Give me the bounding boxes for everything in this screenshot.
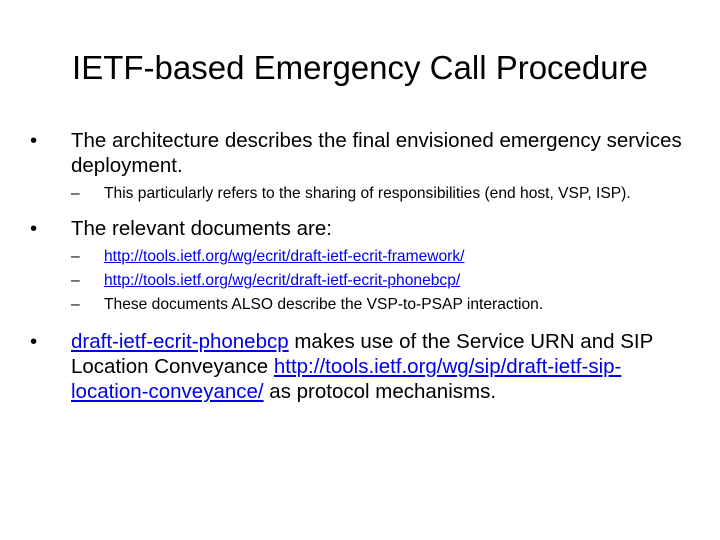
sub-bullet-vsp-psap xyxy=(71,295,690,315)
slide-body xyxy=(30,128,690,410)
dash-icon: – xyxy=(71,296,80,313)
sub-bullet-framework-link xyxy=(71,247,690,267)
dash-icon: – xyxy=(71,248,80,265)
bullet-phonebcp-usage xyxy=(30,329,690,404)
phonebcp-usage-text-b: as protocol mechanisms. xyxy=(263,380,497,403)
bullet-architecture-text: The architecture describes the final envisioned emergency services deployment. xyxy=(71,129,682,177)
dash-icon: – xyxy=(71,185,80,202)
location-conveyance-link[interactable]: http://tools.ietf.org/wg/sip/draft-ietf-sip-location-conveyance/ xyxy=(71,355,622,403)
bullet-dot-icon: • xyxy=(30,330,38,353)
dash-icon: – xyxy=(71,272,80,289)
sub-bullet-responsibilities-text: This particularly refers to the sharing of responsibilities (end host, VSP, ISP). xyxy=(104,185,631,202)
bullet-dot-icon: • xyxy=(30,217,38,240)
bullet-documents-text: The relevant documents are: xyxy=(71,217,332,240)
sub-bullet-responsibilities xyxy=(71,184,690,204)
bullet-dot-icon: • xyxy=(30,129,38,152)
phonebcp-draft-link[interactable]: draft-ietf-ecrit-phonebcp xyxy=(71,330,289,353)
phonebcp-usage-text-a: makes use of the Service URN and SIP Location Conveyance xyxy=(71,330,653,378)
framework-link[interactable]: http://tools.ietf.org/wg/ecrit/draft-ietf-ecrit-framework/ xyxy=(104,248,465,265)
phonebcp-link[interactable]: http://tools.ietf.org/wg/ecrit/draft-ietf-ecrit-phonebcp/ xyxy=(104,272,461,289)
slide-title: IETF-based Emergency Call Procedure xyxy=(72,49,648,86)
sub-bullet-phonebcp-link xyxy=(71,271,690,291)
sub-bullet-vsp-psap-text: These documents ALSO describe the VSP-to-PSAP interaction. xyxy=(104,296,544,313)
bullet-documents xyxy=(30,216,690,241)
bullet-architecture xyxy=(30,128,690,178)
